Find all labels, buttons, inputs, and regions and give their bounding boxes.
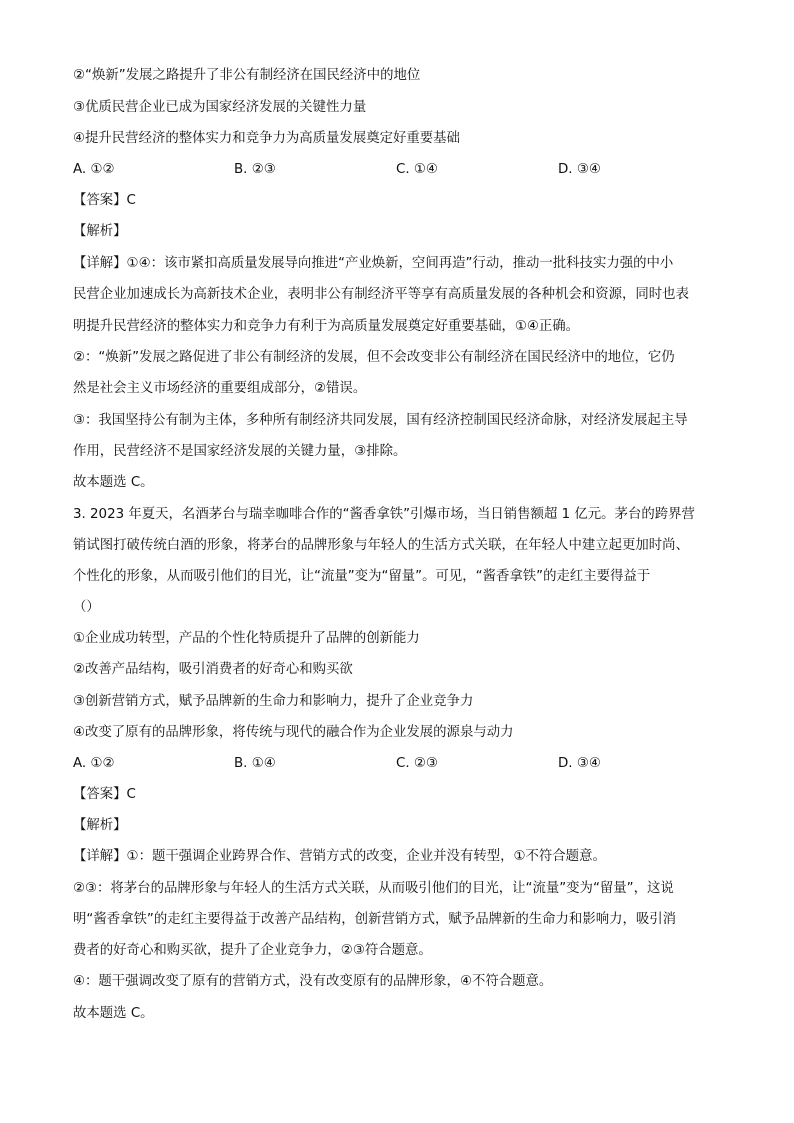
q2-detail-line: 然是社会主义市场经济的重要组成部分，②错误。 bbox=[73, 381, 367, 396]
q3-option-b: B. ①④ bbox=[234, 756, 276, 771]
q2-detail-line: 明提升民营经济的整体实力和竞争力有利于为高质量发展奠定好重要基础，①④正确。 bbox=[73, 319, 580, 334]
q2-detail-line: ③：我国坚持公有制为主体，多种所有制经济共同发展，国有经济控制国民经济命脉，对经济发展起主导 bbox=[73, 413, 688, 428]
q3-statement-2: ②改善产品结构，吸引消费者的好奇心和购买欲 bbox=[73, 662, 353, 677]
q3-stem-line: 3. 2023 年夏天，名酒茅台与瑞幸咖啡合作的“酱香拿铁”引爆市场，当日销售额超 1 亿元。茅台的跨界营 bbox=[73, 507, 695, 522]
q2-conclusion: 故本题选 C。 bbox=[73, 475, 154, 490]
q3-stem-line: 销试图打破传统白酒的形象，将茅台的品牌形象与年轻人的生活方式关联，在年轻人中建立起更加时尚、 bbox=[73, 538, 689, 553]
q3-detail-line: ②③：将茅台的品牌形象与年轻人的生活方式关联，从而吸引他们的目光，让“流量”变为“留量”，这说 bbox=[73, 881, 674, 896]
q3-option-a: A. ①② bbox=[73, 756, 115, 771]
q3-conclusion: 故本题选 C。 bbox=[73, 1006, 154, 1021]
q2-detail-line: 作用，民营经济不是国家经济发展的关键力量，③排除。 bbox=[73, 444, 407, 459]
q2-option-d: D. ③④ bbox=[558, 162, 601, 177]
q3-option-d: D. ③④ bbox=[558, 756, 601, 771]
q2-statement-2: ②“焕新”发展之路提升了非公有制经济在国民经济中的地位 bbox=[73, 68, 421, 83]
q2-detail-line: 【详解】①④：该市紧扣高质量发展导向推进“产业焕新，空间再造”行动，推动一批科技实力强的中小 bbox=[73, 256, 674, 271]
q2-option-b: B. ②③ bbox=[234, 162, 276, 177]
q3-statement-4: ④改变了原有的品牌形象，将传统与现代的融合作为企业发展的源泉与动力 bbox=[73, 725, 514, 740]
q2-answer: 【答案】C bbox=[73, 193, 136, 208]
q3-statement-3: ③创新营销方式，赋予品牌新的生命力和影响力，提升了企业竞争力 bbox=[73, 694, 474, 709]
q3-stem-bracket: （） bbox=[73, 600, 100, 615]
q3-answer: 【答案】C bbox=[73, 787, 136, 802]
q3-options bbox=[73, 755, 733, 773]
q3-detail-line: 【详解】①：题干强调企业跨界合作、营销方式的改变，企业并没有转型，①不符合题意。 bbox=[73, 849, 606, 864]
q2-analysis-heading: 【解析】 bbox=[73, 224, 127, 239]
q3-detail-line: ④：题干强调改变了原有的营销方式，没有改变原有的品牌形象，④不符合题意。 bbox=[73, 974, 553, 989]
q3-option-c: C. ②③ bbox=[396, 756, 438, 771]
q3-analysis-heading: 【解析】 bbox=[73, 818, 127, 833]
q3-detail-line: 费者的好奇心和购买欲，提升了企业竞争力，②③符合题意。 bbox=[73, 943, 432, 958]
q2-options bbox=[73, 161, 733, 179]
q3-statement-1: ①企业成功转型，产品的个性化特质提升了品牌的创新能力 bbox=[73, 631, 420, 646]
q3-detail-line: 明“酱香拿铁”的走红主要得益于改善产品结构，创新营销方式，赋予品牌新的生命力和影响力，吸引消 bbox=[73, 912, 677, 927]
q2-statement-4: ④提升民营经济的整体实力和竞争力为高质量发展奠定好重要基础 bbox=[73, 131, 460, 146]
q2-statement-3: ③优质民营企业已成为国家经济发展的关键性力量 bbox=[73, 100, 367, 115]
q2-detail-line: 民营企业加速成长为高新技术企业，表明非公有制经济平等享有高质量发展的各种机会和资源，同时也表 bbox=[73, 287, 689, 302]
q3-stem-line: 个性化的形象，从而吸引他们的目光，让“流量”变为“留量”。可见，“酱香拿铁”的走红主要得益于 bbox=[73, 569, 651, 584]
q2-detail-line: ②：“焕新”发展之路促进了非公有制经济的发展，但不会改变非公有制经济在国民经济中的地位，它仍 bbox=[73, 350, 675, 365]
q2-option-a: A. ①② bbox=[73, 162, 115, 177]
q2-option-c: C. ①④ bbox=[396, 162, 438, 177]
